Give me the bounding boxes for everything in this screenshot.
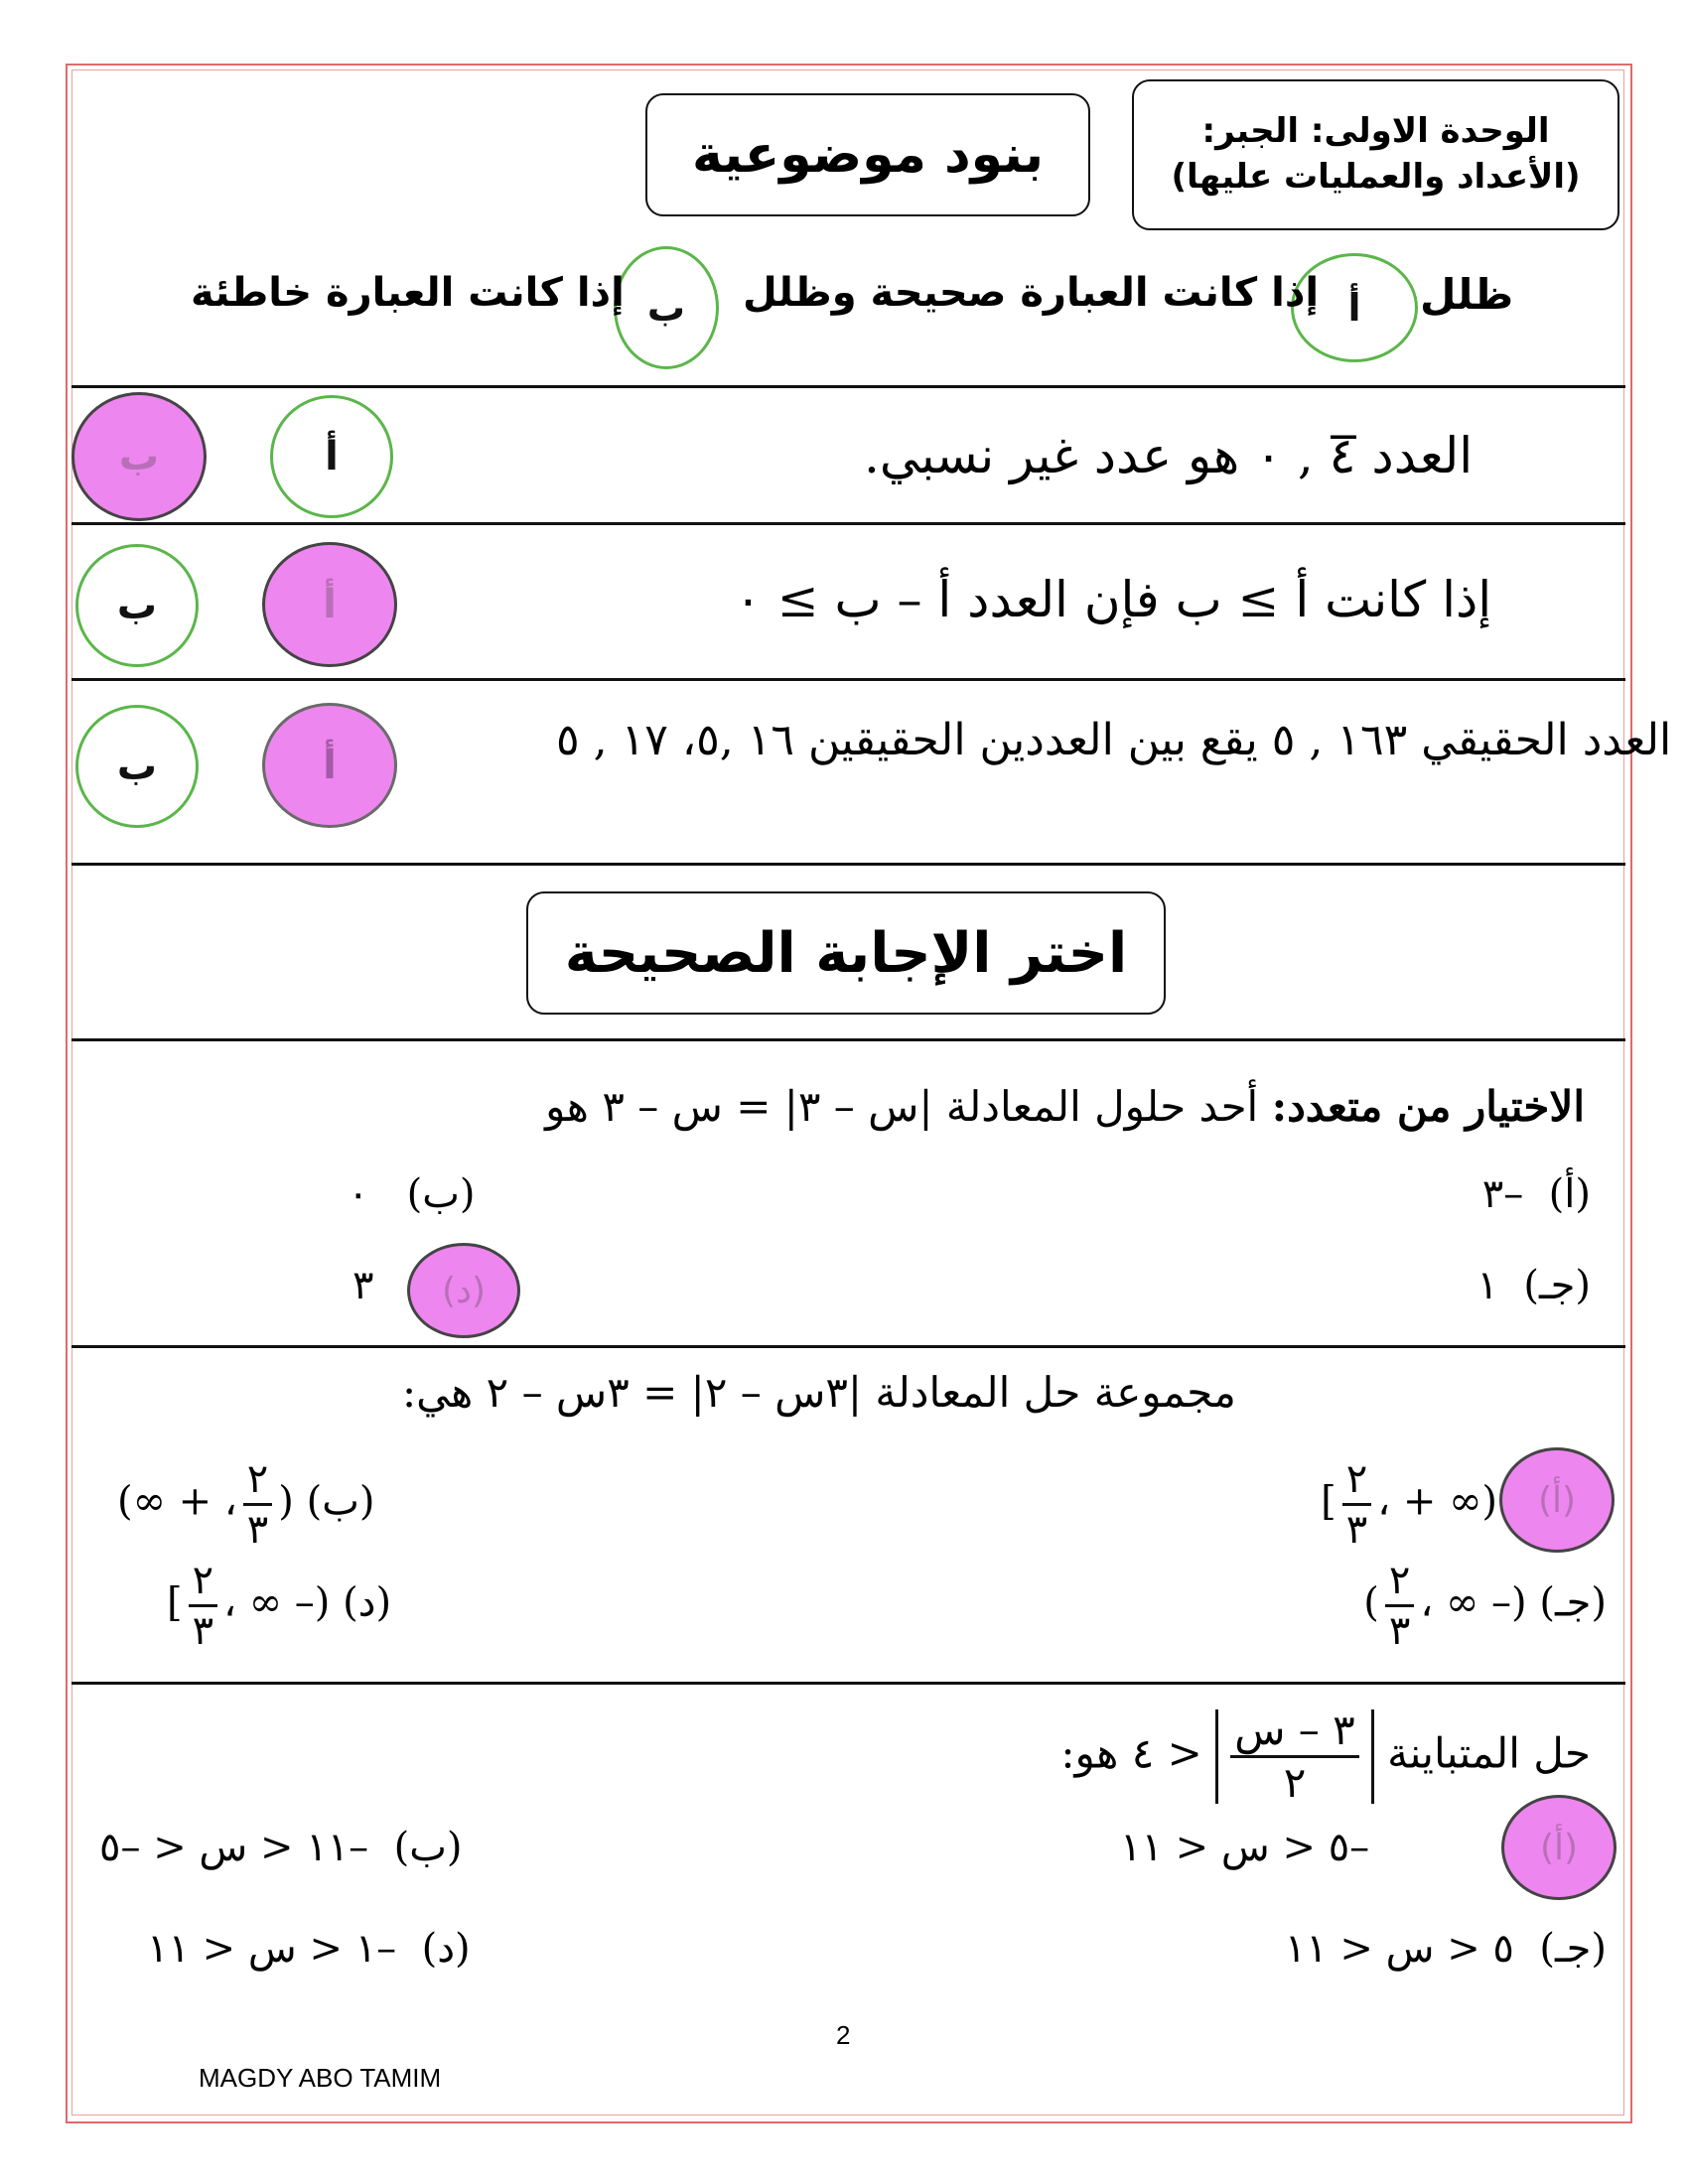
unit-title-line1: الوحدة الاولى: الجبر: [1201,111,1550,152]
page-number: 2 [836,2020,851,2050]
divider [71,1682,1625,1685]
mcq-3-option-d[interactable]: (د) –١ < س < ١١ [147,1926,471,1972]
mcq-1-option-d-shaded[interactable]: (د) [407,1243,520,1338]
divider [71,678,1625,681]
tf-question-2-text: إذا كانت أ ≥ ب فإن العدد أ – ب ≥ ٠ [735,571,1492,628]
divider [71,1038,1625,1041]
mcq-2-option-a-value[interactable]: [ $\frac{٢}{٣}$ ، + ∞) [1321,1456,1497,1553]
unit-title-box [1132,79,1619,230]
mcq-3-option-a-shaded[interactable]: (أ) [1501,1795,1617,1900]
mcq-3-stem-pre: حل المتباينة [1387,1728,1591,1778]
mcq-1-lead: الاختيار من متعدد: [1271,1082,1585,1131]
mcq-2-option-d[interactable]: (د) (– ∞ ، $\frac{٢}{٣}$ ] [167,1558,392,1654]
instruction-if-true: إذا كانت العبارة صحيحة وظلل [743,270,1320,316]
mcq-2-option-c[interactable]: (جـ) (– ∞ ، $\frac{٢}{٣}$ ) [1363,1558,1607,1654]
tf-question-3-option-b[interactable]: ب [75,705,199,828]
instruction-if-false: إذا كانت العبارة خاطئة [191,270,625,316]
tf-question-1-option-a[interactable]: أ [270,395,393,518]
mcq-1-option-b[interactable]: (ب) ٠ [348,1171,476,1217]
instruction-shade: ظلل [1420,270,1514,319]
divider [71,522,1625,525]
tf-question-1-text: العدد ٤̅ , ٠ هو عدد غير نسبي. [864,427,1474,484]
divider [71,863,1625,866]
instruction-circle-b: ب [614,246,719,369]
section-title: بنود موضوعية [691,125,1045,185]
mcq-3-option-c[interactable]: (جـ) ٥ < س < ١١ [1284,1926,1607,1972]
mcq-1-option-a[interactable]: (أ) –٣ [1481,1171,1591,1217]
mcq-2-option-b[interactable]: (ب) ( $\frac{٢}{٣}$ ، + ∞) [117,1456,375,1553]
divider [71,385,1625,388]
tf-question-2-option-b[interactable]: ب [75,544,199,667]
tf-question-3-option-a-shaded[interactable]: أ [262,703,397,828]
mcq-2-stem: مجموعة حل المعادلة |٣س – ٢| = ٣س – ٢ هي: [402,1368,1236,1417]
mcq-3-option-a-value[interactable]: –٥ < س < ١١ [1120,1825,1370,1870]
mcq-1-option-d-value: ٣ [352,1263,374,1308]
mcq-3-stem-post: < ٤ هو: [1060,1728,1202,1778]
mcq-title-box [526,891,1166,1015]
mcq-title: اختر الإجابة الصحيحة [564,920,1128,986]
author: MAGDY ABO TAMIM [199,2063,442,2093]
instruction-circle-a: أ [1291,253,1418,362]
tf-question-1-option-b-shaded[interactable]: ب [71,392,207,521]
mcq-1-stem-line [545,1082,1585,1131]
section-title-box [645,93,1090,216]
mcq-3-option-b[interactable]: (ب) –١١ < س < –٥ [99,1825,463,1870]
mcq-1-stem: أحد حلول المعادلة |س – ٣| = س – ٣ هو [545,1082,1259,1131]
tf-question-2-option-a-shaded[interactable]: أ [262,542,397,667]
mcq-1-option-c[interactable]: (جـ) ١ [1477,1263,1591,1308]
mcq-3-stem: حل المتباينة $\frac{\text{٣ – س}}{٢}$ < ٤ هو: [1060,1706,1591,1807]
mcq-2-option-a-shaded[interactable]: (أ) [1499,1447,1615,1553]
unit-title-line2: (الأعداد والعمليات عليها) [1171,157,1581,197]
tf-question-3-text: العدد الحقيقي ١٦٣ , ٥ يقع بين العددين الحقيقين ١٦ ,٥، ١٧ , ٥ [556,715,1672,765]
divider [71,1345,1625,1348]
